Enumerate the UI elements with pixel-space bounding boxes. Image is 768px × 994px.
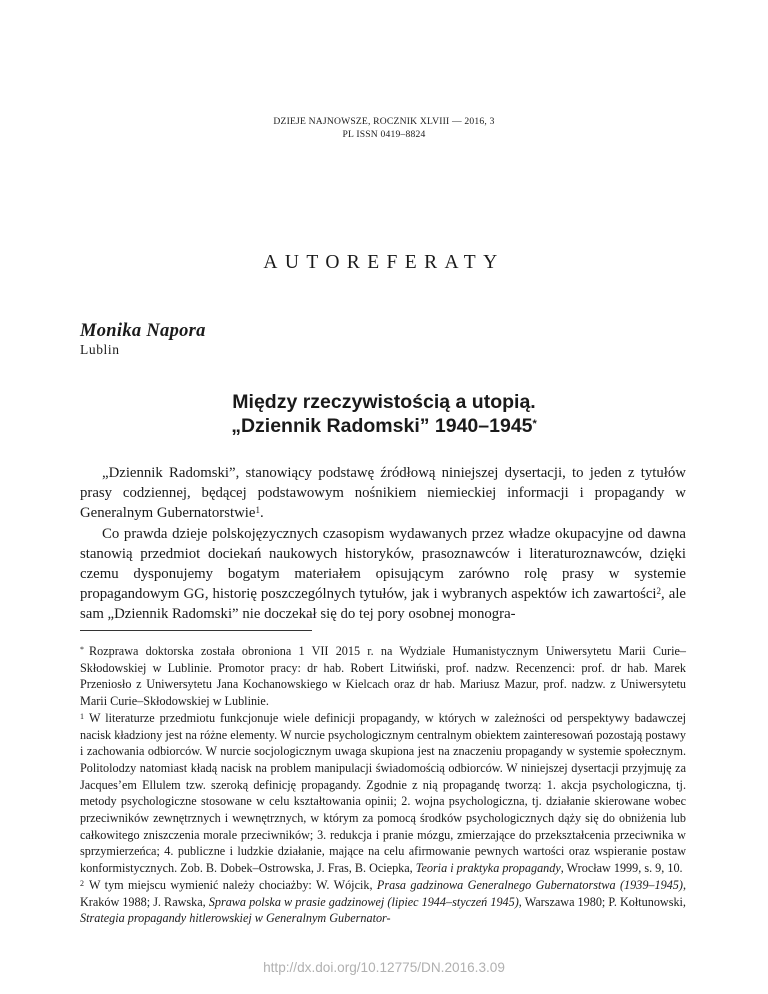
footnote-ref-2[interactable]: 2 xyxy=(656,586,662,597)
article-title-line2-text: „Dziennik Radomski” 1940–1945 xyxy=(231,415,533,437)
footnote-2-text-a: W tym miejscu wymienić należy chociażby: W. Wójcik, xyxy=(89,877,377,892)
footnotes xyxy=(80,643,686,927)
journal-header xyxy=(0,115,768,141)
paragraph-1-end: . xyxy=(259,505,264,522)
article-title xyxy=(0,390,768,438)
body-text xyxy=(80,463,686,625)
paragraph-1-text: „Dziennik Radomski”, stanowiący podstawę źródłową niniejszej dysertacji, to jeden z tytułów prasy codziennej, będącej podstawowym nośnikiem niemieckiej informacji i propagandy w Generalnym Gubernatorstwie xyxy=(80,465,686,522)
footnote-2-text-c: , Warszawa 1980; P. Kołtunowski, xyxy=(518,894,686,909)
paragraph-2 xyxy=(80,524,686,625)
footnote-2-text-b: , Kraków 1988; J. Rawska, xyxy=(80,877,686,909)
footnote-star-text: Rozprawa doktorska została obroniona 1 VII 2015 r. na Wydziale Humanistycznym Uniwersytetu Marii Curie–Skłodowskiej w Lublinie. Promotor pracy: dr hab. Robert Litwiński, prof. nadzw. Recenzenci: prof. dr hab. Marek Przeniosło z Uniwersytetu Jana Kochanowskiego w Kielcach oraz dr hab. Mariusz Mazur, prof. nadzw. z Uniwersytetu Marii Curie–Skłodowskiej w Lublinie. xyxy=(80,644,686,709)
footnote-2-marker: 2 xyxy=(80,878,84,888)
footnote-2-book-title-1: Prasa gadzinowa Generalnego Gubernatorstwa (1939–1945) xyxy=(376,877,683,892)
footnote-divider xyxy=(80,630,312,631)
title-footnote-marker[interactable]: * xyxy=(532,418,537,430)
section-title: AUTOREFERATY xyxy=(263,252,505,273)
paragraph-1 xyxy=(80,463,686,524)
footnote-1-text: W literaturze przedmiotu funkcjonuje wiele definicji propagandy, w których w zależności od perspektywy badawczej nacisk kładziony jest na różne elementy. W nurcie psychologicznym centralnym obiektem zainteresowań pozostają postawy i zachowania odbiorców. W nurcie socjologicznym uwaga skupiona jest na znaczeniu propagandy w systemie społecznym. Politolodzy natomiast kładą nacisk na problem manipulacji świadomością odbiorców. W niniejszej dysertacji przyjmuję za Jacques’em Ellulem tzw. szeroką definicję propagandy. Zgodnie z nią propagandę tworzą: 1. akcja psychologiczna, tj. metody psychologiczne stosowane w celu kształtowania opinii; 2. wojna psychologiczna, tj. działanie skierowane wobec przeciwników zewnętrznych i wewnętrznych, w którym za pomocą środków psychologicznych dąży się do obniżenia lub całkowitego zniszczenia morale przeciwników; 3. redukcja i pranie mózgu, zmierzające do przekształcenia przeciwnika w sprzymierzeńca; 4. publiczne i ludzkie działanie, mające na celu afirmowanie pewnych wartości oraz wspieranie postaw konformistycznych. Zob. B. Dobek–Ostrowska, J. Fras, B. Ociepka, xyxy=(80,710,686,876)
article-title-line1: Między rzeczywistością a utopią. xyxy=(232,391,536,413)
article-title-line2 xyxy=(0,414,768,438)
footnote-2-book-title-3: Strategia propagandy hitlerowskiej w Generalnym Gubernator- xyxy=(80,911,391,926)
footnote-ref-1[interactable]: 1 xyxy=(255,505,260,516)
doi-footer xyxy=(0,960,768,975)
footnote-1-marker: 1 xyxy=(80,711,84,721)
footnote-star-marker: * xyxy=(80,645,84,654)
author-name: Monika Napora xyxy=(80,321,206,341)
doi-link[interactable]: http://dx.doi.org/10.12775/DN.2016.3.09 xyxy=(263,960,505,975)
footnote-star xyxy=(80,643,686,710)
footnote-1-book-title: Teoria i praktyka propagandy xyxy=(415,861,561,876)
footnote-2-book-title-2: Sprawa polska w prasie gadzinowej (lipiec 1944–styczeń 1945) xyxy=(208,894,519,909)
journal-line: DZIEJE NAJNOWSZE, ROCZNIK XLVIII — 2016, 3 xyxy=(273,116,495,127)
footnote-2 xyxy=(80,877,686,927)
author-affiliation: Lublin xyxy=(80,342,120,357)
paragraph-2-end: , ale sam „Dziennik Radomski” nie doczekał się do tej pory osobnej monogra- xyxy=(80,586,686,623)
footnote-1-tail: , Wrocław 1999, s. 9, 10. xyxy=(560,861,683,876)
paragraph-2-text: Co prawda dzieje polskojęzycznych czasopism wydawanych przez władze okupacyjne od dawna stanowią przedmiot dociekań naukowych historyków, prasoznawców i literaturoznawców, dzięki czemu dysponujemy bogatym materiałem opisującym zarówno rolę prasy w systemie propagandowym GG, historię poszczególnych tytułów, jak i wybranych aspektów ich zawartości xyxy=(80,525,686,603)
issn-line: PL ISSN 0419–8824 xyxy=(342,129,426,140)
footnote-1 xyxy=(80,710,686,877)
